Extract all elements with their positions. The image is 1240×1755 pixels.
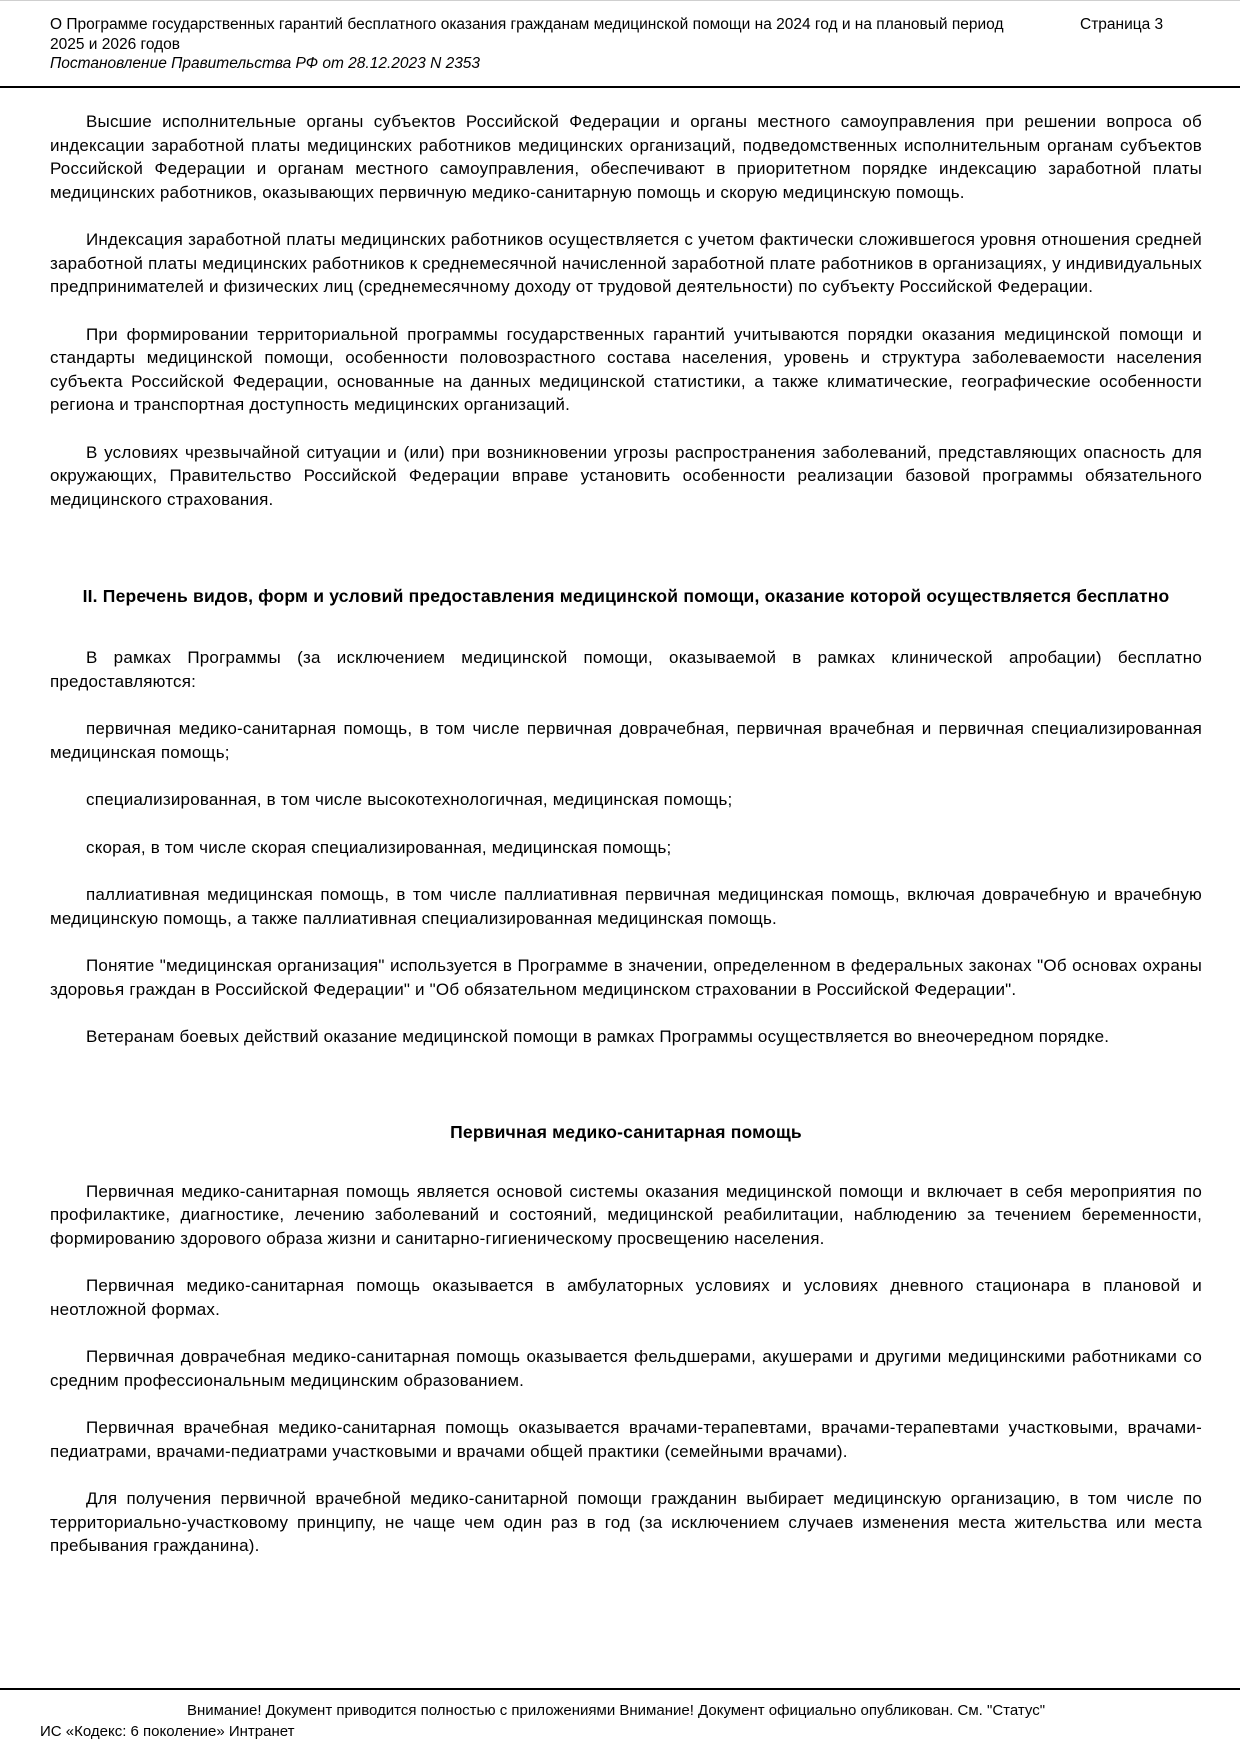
document-title: О Программе государственных гарантий бесплатного оказания гражданам медицинской помощи на 2024 год и на плановый период 2025 и 2026 годов [50,16,1004,53]
footer-notice: Внимание! Документ приводится полностью с приложениями Внимание! Документ официально опубликован. См. "Статус" [187,1702,1046,1719]
body-paragraph: При формировании территориальной программы государственных гарантий учитываются порядки оказания медицинской помощи и стандарты медицинской помощи, особенности половозрастного состава населения, уровень и структура заболеваемости населения субъекта Российской Федерации, основанные на данных медицинской статистики, а также климатические, географические особенности региона и транспортная доступность медицинских организаций. [50,324,1202,414]
page-number-label: Страница 3 [1080,16,1164,33]
body-paragraph: скорая, в том числе скорая специализированная, медицинская помощь; [86,837,672,857]
document-header [50,15,1200,74]
document-body [0,88,1240,1686]
body-paragraph: Для получения первичной врачебной медико-санитарной помощи гражданин выбирает медицинскую организацию, в том числе по территориально-участковому принципу, не чаще чем один раз в год (за исключением случаев изменения места жительства или места пребывания гражданина). [50,1489,1202,1555]
body-paragraph: Первичная врачебная медико-санитарная помощь оказывается врачами-терапевтами, врачами-терапевтами участковыми, врачами-педиатрами, врачами-педиатрами участковыми и врачами общей практики (семейными врачами). [50,1418,1202,1461]
body-paragraph: Высшие исполнительные органы субъектов Российской Федерации и органы местного самоуправления при решении вопроса об индексации заработной платы медицинских работников медицинских организаций, подведомственных исполнительным органам субъектов Российской Федерации и органам местного самоуправления, обеспечивают в приоритетном порядке индексацию заработной платы медицинских работников, оказывающих первичную медико-санитарную помощь и скорую медицинскую помощь. [50,112,1202,202]
body-paragraph: Первичная доврачебная медико-санитарная помощь оказывается фельдшерами, акушерами и другими медицинскими работниками со средним профессиональным медицинским образованием. [50,1347,1202,1390]
body-paragraph: первичная медико-санитарная помощь, в том числе первичная доврачебная, первичная врачебная и первичная специализированная медицинская помощь; [50,719,1202,762]
footer-source: ИС «Кодекс: 6 поколение» Интранет [40,1723,295,1740]
document-subtitle: Постановление Правительства РФ от 28.12.2023 N 2353 [50,55,481,72]
document-footer [0,1700,1240,1742]
section-heading: II. Перечень видов, форм и условий предоставления медицинской помощи, оказание которой осуществляется бесплатно [82,586,1170,606]
body-paragraph: специализированная, в том числе высокотехнологичная, медицинская помощь; [86,790,733,809]
footer-divider [0,1688,1240,1690]
section-heading: Первичная медико-санитарная помощь [450,1121,802,1142]
body-paragraph: Первичная медико-санитарная помощь оказывается в амбулаторных условиях и условиях дневного стационара в плановой и неотложной формах. [50,1276,1202,1319]
body-paragraph: Первичная медико-санитарная помощь является основой системы оказания медицинской помощи и включает в себя мероприятия по профилактике, диагностике, лечению заболеваний и состояний, медицинской реабилитации, наблюдению за течением беременности, формированию здорового образа жизни и санитарно-гигиеническому просвещению населения. [50,1181,1202,1248]
body-paragraph: Понятие "медицинская организация" используется в Программе в значении, определенном в федеральных законах "Об основах охраны здоровья граждан в Российской Федерации" и "Об обязательном медицинском страховании в Российской Федерации". [50,956,1202,999]
body-paragraph: Индексация заработной платы медицинских работников осуществляется с учетом фактически сложившегося уровня отношения средней заработной платы медицинских работников к среднемесячной начисленной заработной плате работников в организациях, у индивидуальных предпринимателей и физических лиц (среднемесячному доходу от трудовой деятельности) по субъекту Российской Федерации. [50,230,1202,296]
body-paragraph: Ветеранам боевых действий оказание медицинской помощи в рамках Программы осуществляется во внеочередном порядке. [86,1027,1110,1046]
body-paragraph: В условиях чрезвычайной ситуации и (или) при возникновении угрозы распространения заболеваний, представляющих опасность для окружающих, Правительство Российской Федерации вправе установить особенности реализации базовой программы обязательного медицинского страхования. [50,442,1202,509]
body-paragraph: В рамках Программы (за исключением медицинской помощи, оказываемой в рамках клинической апробации) бесплатно предоставляются: [50,648,1202,691]
body-paragraph: паллиативная медицинская помощь, в том числе паллиативная первичная медицинская помощь, включая доврачебную и врачебную медицинскую помощь, а также паллиативная специализированная медицинская помощь. [50,885,1202,928]
header-titles [50,15,1038,74]
